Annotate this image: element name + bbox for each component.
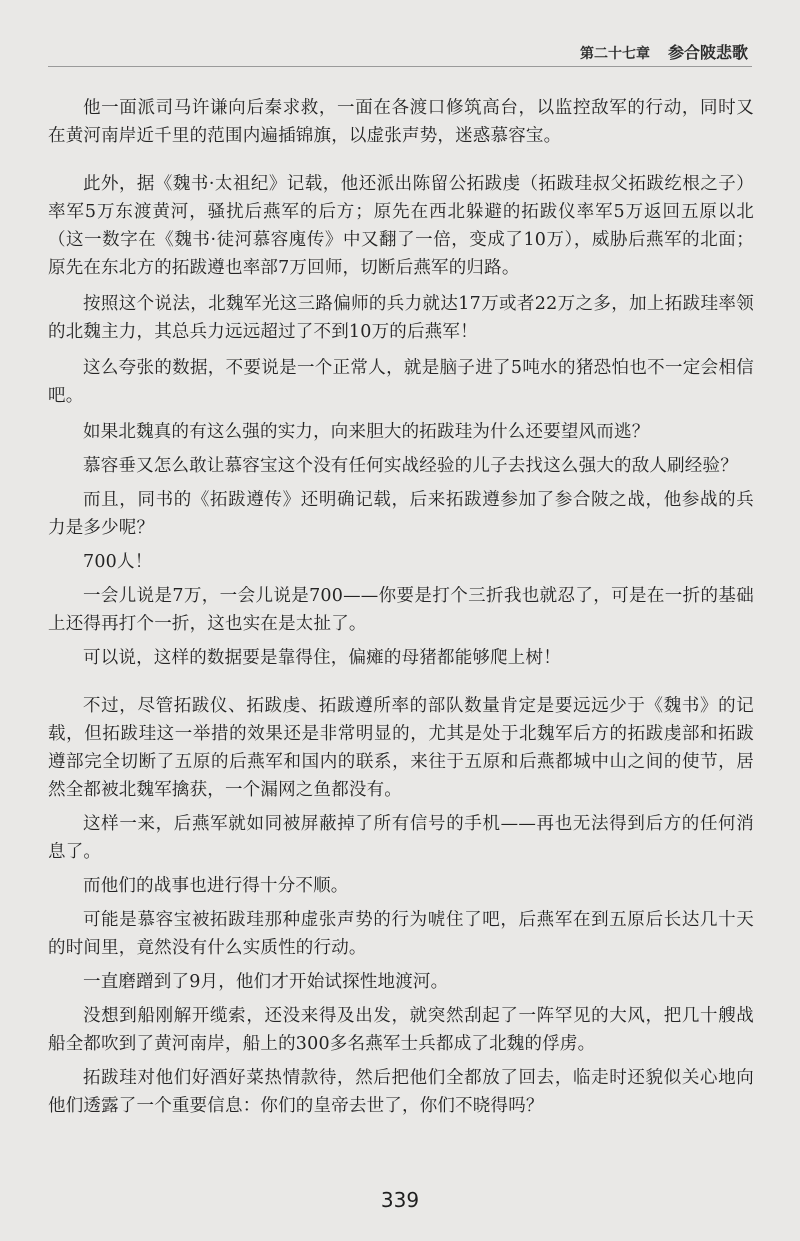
paragraph: 按照这个说法，北魏军光这三路偏师的兵力就达17万或者22万之多，加上拓跋珪率领的北魏主力，其总兵力远远超过了不到10万的后燕军！ (48, 294, 754, 342)
paragraph: 这样一来，后燕军就如同被屏蔽掉了所有信号的手机——再也无法得到后方的任何消息了。 (48, 814, 754, 862)
running-header (580, 40, 748, 63)
paragraph: 他一面派司马许谦向后秦求救，一面在各渡口修筑高台，以监控敌军的行动，同时又在黄河南岸近千里的范围内遍插锦旗，以虚张声势，迷惑慕容宝。 (48, 98, 754, 146)
paragraph: 一直磨蹭到了9月，他们才开始试探性地渡河。 (83, 972, 449, 992)
paragraph: 一会儿说是7万，一会儿说是700——你要是打个三折我也就忍了，可是在一折的基础上还得再打个一折，这也实在是太扯了。 (48, 586, 754, 634)
paragraph: 不过，尽管拓跋仪、拓跋虔、拓跋遵所率的部队数量肯定是要远远少于《魏书》的记载，但拓跋珪这一举措的效果还是非常明显的，尤其是处于北魏军后方的拓跋虔部和拓跋遵部完全切断了五原的后燕军和国内的联系，来往于五原和后燕都城中山之间的使节，居然全都被北魏军擒获，一个漏网之鱼都没有。 (48, 696, 754, 800)
paragraph: 而且，同书的《拓跋遵传》还明确记载，后来拓跋遵参加了参合陂之战，他参战的兵力是多少呢？ (48, 490, 754, 538)
paragraph: 700人！ (83, 552, 153, 572)
body-text (48, 94, 754, 1126)
paragraph: 而他们的战事也进行得十分不顺。 (83, 876, 349, 896)
paragraph: 可以说，这样的数据要是靠得住，偏瘫的母猪都能够爬上树！ (83, 648, 561, 668)
header-divider (48, 66, 752, 67)
paragraph: 可能是慕容宝被拓跋珪那种虚张声势的行为唬住了吧，后燕军在到五原后长达几十天的时间里，竟然没有什么实质性的行动。 (48, 910, 754, 958)
paragraph: 这么夸张的数据，不要说是一个正常人，就是脑子进了5吨水的猪恐怕也不一定会相信吧。 (48, 358, 754, 406)
paragraph: 拓跋珪对他们好酒好菜热情款待，然后把他们全都放了回去，临走时还貌似关心地向他们透露了一个重要信息：你们的皇帝去世了，你们不晓得吗？ (48, 1068, 754, 1116)
paragraph: 没想到船刚解开缆索，还没来得及出发，就突然刮起了一阵罕见的大风，把几十艘战船全都吹到了黄河南岸，船上的300多名燕军士兵都成了北魏的俘虏。 (48, 1006, 754, 1054)
chapter-number: 第二十七章 (579, 46, 650, 62)
page-number: 339 (380, 1188, 420, 1212)
paragraph: 此外，据《魏书·太祖纪》记载，他还派出陈留公拓跋虔（拓跋珪叔父拓跋纥根之子）率军5万东渡黄河，骚扰后燕军的后方；原先在西北躲避的拓跋仪率军5万返回五原以北（这一数字在《魏书·徒河慕容廆传》中又翻了一倍，变成了10万），威胁后燕军的北面；原先在东北方的拓跋遵也率部7万回师，切断后燕军的归路。 (48, 174, 754, 278)
paragraph: 如果北魏真的有这么强的实力，向来胆大的拓跋珪为什么还要望风而逃？ (83, 422, 650, 442)
chapter-title: 参合陂悲歌 (667, 43, 748, 62)
paragraph: 慕容垂又怎么敢让慕容宝这个没有任何实战经验的儿子去找这么强大的敌人刷经验？ (83, 456, 738, 476)
